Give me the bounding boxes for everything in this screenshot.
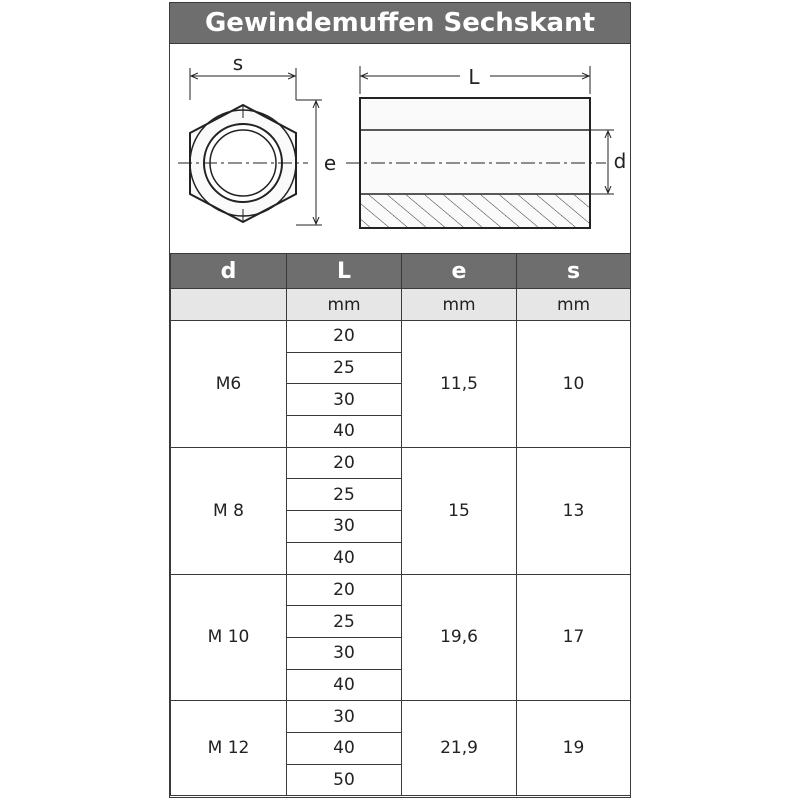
length-cell: 25 [287, 352, 402, 384]
technical-drawing [170, 44, 630, 253]
length-cell: 20 [287, 321, 402, 353]
dim-label-d: d [613, 149, 627, 173]
side-view [346, 65, 626, 228]
table-row [171, 701, 631, 733]
spec-table [170, 253, 631, 796]
unit-e: mm [402, 289, 517, 321]
length-cell: 40 [287, 669, 402, 701]
length-cell: 30 [287, 701, 402, 733]
col-header-e: e [402, 254, 517, 289]
length-cell: 30 [287, 511, 402, 543]
dim-label-s: s [232, 51, 244, 75]
e-cell: 11,5 [402, 321, 517, 448]
s-cell: 19 [517, 701, 631, 796]
length-cell: 25 [287, 606, 402, 638]
table-row [171, 447, 631, 479]
length-cell: 50 [287, 764, 402, 796]
page-title: Gewindemuffen Sechskant [170, 3, 630, 44]
datasheet-frame [169, 2, 631, 798]
thread-size-cell: M 8 [171, 447, 287, 574]
s-cell: 17 [517, 574, 631, 701]
length-cell: 30 [287, 637, 402, 669]
s-cell: 10 [517, 321, 631, 448]
thread-size-cell: M 10 [171, 574, 287, 701]
dim-label-e: e [323, 151, 337, 175]
length-cell: 40 [287, 416, 402, 448]
e-cell: 21,9 [402, 701, 517, 796]
length-cell: 40 [287, 542, 402, 574]
unit-s: mm [517, 289, 631, 321]
length-cell: 30 [287, 384, 402, 416]
thread-size-cell: M6 [171, 321, 287, 448]
table-row [171, 574, 631, 606]
unit-d [171, 289, 287, 321]
col-header-d: d [171, 254, 287, 289]
col-header-s: s [517, 254, 631, 289]
thread-size-cell: M 12 [171, 701, 287, 796]
length-cell: 20 [287, 447, 402, 479]
e-cell: 15 [402, 447, 517, 574]
length-cell: 40 [287, 732, 402, 764]
length-cell: 20 [287, 574, 402, 606]
e-cell: 19,6 [402, 574, 517, 701]
col-header-L: L [287, 254, 402, 289]
table-row [171, 321, 631, 353]
hex-front-view [178, 51, 336, 225]
table-header-row [171, 254, 631, 289]
unit-L: mm [287, 289, 402, 321]
units-row [171, 289, 631, 321]
length-cell: 25 [287, 479, 402, 511]
dim-label-L: L [468, 65, 480, 89]
s-cell: 13 [517, 447, 631, 574]
